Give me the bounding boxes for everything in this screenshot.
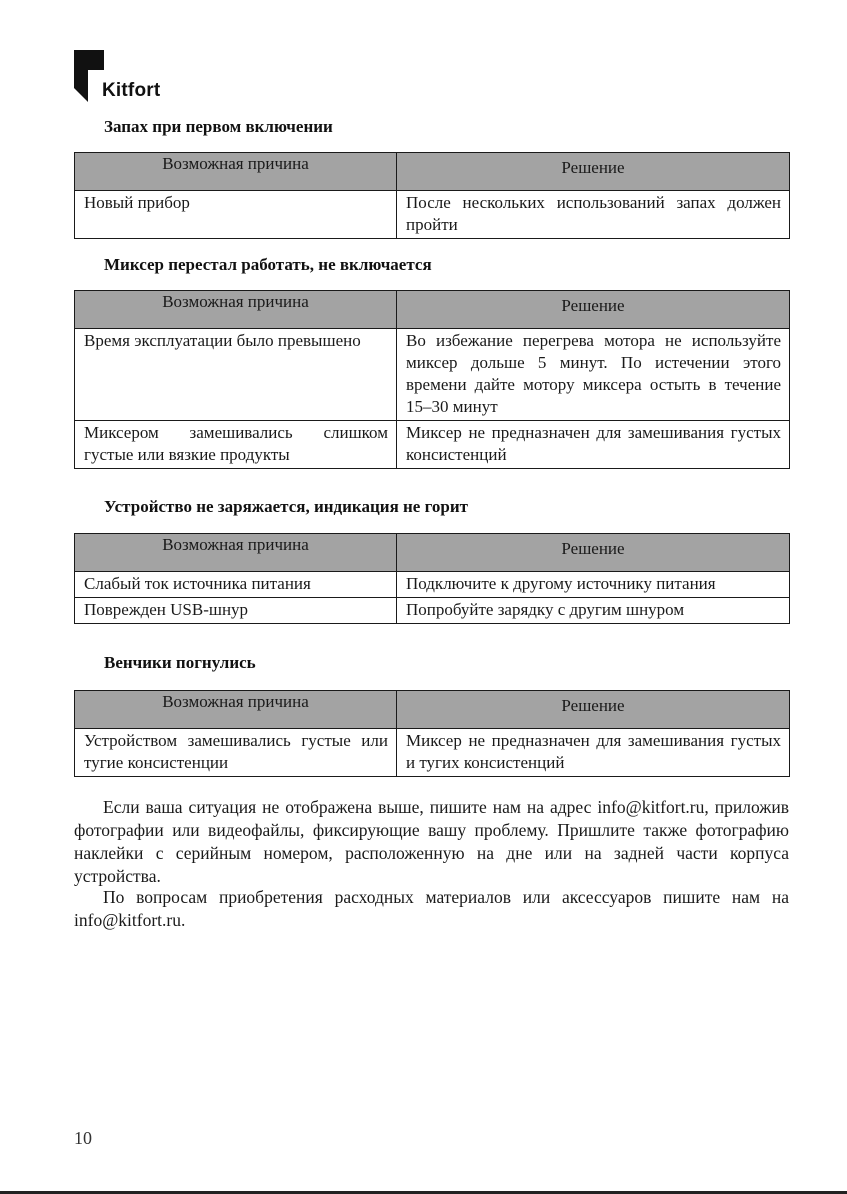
section-title: Запах при первом включении (104, 117, 333, 136)
table-header-row (75, 153, 790, 191)
troubleshooting-table (74, 690, 790, 777)
page-number: 10 (74, 1128, 92, 1148)
cause-cell: Слабый ток источника питания (75, 572, 397, 598)
section-title: Венчики погнулись (104, 653, 256, 672)
section-title: Устройство не заряжается, индикация не горит (104, 497, 468, 516)
table-row (75, 329, 790, 421)
header-solution: Решение (397, 691, 790, 729)
brand-logo (74, 50, 160, 102)
contact-paragraph: Если ваша ситуация не отображена выше, пишите нам на адрес info@kitfort.ru, приложив фотографии или видеофайлы, фиксирующие вашу проблему. Пришлите также фотографию наклейки с серийным номером, расположенную на дне или на задней части корпуса устройства. (74, 797, 789, 886)
section-title: Миксер перестал работать, не включается (104, 255, 432, 274)
header-cause: Возможная причина (75, 534, 397, 572)
solution-cell: Подключите к другому источнику питания (397, 572, 790, 598)
header-solution: Решение (397, 153, 790, 191)
solution-cell: Во избежание перегрева мотора не используйте миксер дольше 5 минут. По истечении этого времени дайте мотору миксера остыть в течение 15–30 минут (397, 329, 790, 421)
brand-name: Kitfort (102, 80, 161, 101)
cause-cell: Устройством замешивались густые или тугие консистенции (75, 729, 397, 777)
solution-cell: Миксер не предназначен для замешивания густых консистенций (397, 421, 790, 469)
header-cause: Возможная причина (75, 691, 397, 729)
troubleshooting-table (74, 290, 790, 469)
solution-cell: Миксер не предназначен для замешивания густых и тугих консистенций (397, 729, 790, 777)
table-header-row (75, 534, 790, 572)
troubleshooting-table (74, 533, 790, 624)
cause-cell: Поврежден USB-шнур (75, 598, 397, 624)
table-row (75, 191, 790, 239)
table-header-row (75, 291, 790, 329)
solution-cell: После нескольких использований запах должен пройти (397, 191, 790, 239)
header-solution: Решение (397, 534, 790, 572)
troubleshooting-table (74, 152, 790, 239)
cause-cell: Миксером замешивались слишком густые или вязкие продукты (75, 421, 397, 469)
table-header-row (75, 691, 790, 729)
kitfort-logo-icon (74, 50, 104, 102)
table-row (75, 421, 790, 469)
accessories-paragraph: По вопросам приобретения расходных материалов или аксессуаров пишите нам на info@kitfort.ru. (74, 887, 789, 930)
cause-cell: Время эксплуатации было превышено (75, 329, 397, 421)
cause-cell: Новый прибор (75, 191, 397, 239)
table-row (75, 729, 790, 777)
header-cause: Возможная причина (75, 291, 397, 329)
table-row (75, 572, 790, 598)
header-cause: Возможная причина (75, 153, 397, 191)
header-solution: Решение (397, 291, 790, 329)
solution-cell: Попробуйте зарядку с другим шнуром (397, 598, 790, 624)
table-row (75, 598, 790, 624)
